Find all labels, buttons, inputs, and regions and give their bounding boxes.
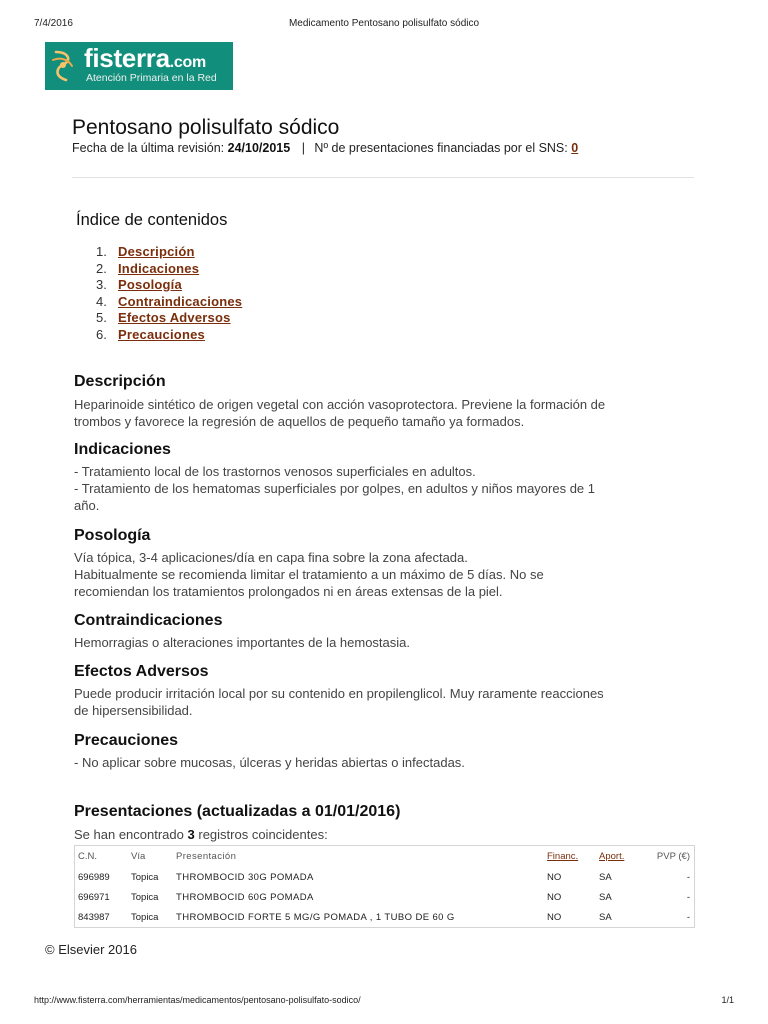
sns-label: Nº de presentaciones financiadas por el SNS: (314, 141, 568, 155)
cell-aport: SA (599, 892, 612, 903)
toc-link-contraindicaciones[interactable]: Contraindicaciones (118, 293, 243, 309)
cell-cn: 696989 (78, 872, 110, 883)
section-text-precauciones (74, 754, 694, 771)
text-line: Vía tópica, 3-4 aplicaciones/día en capa fina sobre la zona afectada. (74, 550, 468, 565)
text-line: Hemorragias o alteraciones importantes de la hemostasia. (74, 635, 411, 650)
cell-pvp: - (686, 912, 690, 923)
column-header-via: Vía (131, 851, 146, 862)
meta-separator: | (301, 141, 305, 155)
toc-link-precauciones[interactable]: Precauciones (118, 326, 205, 342)
print-date: 7/4/2016 (34, 18, 73, 29)
divider (72, 177, 694, 178)
print-page-number: 1/1 (721, 995, 734, 1005)
table-row (75, 869, 694, 889)
section-heading-posologia: Posología (74, 527, 151, 544)
text-line: recomiendan los tratamientos prolongados ni en áreas extensas de la piel. (74, 584, 503, 599)
column-header-aport-link[interactable]: Aport. (599, 851, 625, 862)
cell-financ: NO (547, 872, 562, 883)
column-header-financ-link[interactable]: Financ. (547, 851, 579, 862)
print-page-title: Medicamento Pentosano polisulfato sódico (288, 18, 480, 29)
toc-link-efectos-adversos[interactable]: Efectos Adversos (118, 310, 231, 326)
text-line: - No aplicar sobre mucosas, úlceras y heridas abiertas o infectadas. (74, 755, 465, 770)
section-text-contraindicaciones (74, 634, 694, 651)
presentaciones-table (74, 845, 695, 928)
cell-cn: 843987 (78, 912, 110, 923)
toc-number: 6. (96, 326, 107, 342)
text-line: Habitualmente se recomienda limitar el tratamiento a un máximo de 5 días. No se (74, 567, 544, 582)
fisterra-logo-icon (50, 48, 76, 84)
toc-number: 4. (96, 293, 107, 309)
cell-financ: NO (547, 912, 562, 923)
text-line: trombos y favorece la regresión de aquellos de pequeño tamaño ya formados. (74, 414, 525, 429)
page-title: Pentosano polisulfato sódico (72, 116, 340, 139)
count-value: 3 (187, 827, 195, 842)
text-line: Puede producir irritación local por su contenido en propilenglicol. Muy raramente reacciones (74, 686, 604, 701)
toc-link-indicaciones[interactable]: Indicaciones (118, 260, 200, 276)
logo-name: fisterra (84, 43, 170, 73)
copyright: © Elsevier 2016 (45, 942, 137, 957)
toc-title: Índice de contenidos (76, 211, 228, 229)
section-text-descripcion (74, 396, 694, 430)
cell-cn: 696971 (78, 892, 110, 903)
toc-number: 2. (96, 260, 107, 276)
revision-meta (72, 141, 578, 155)
logo-tagline: Atención Primaria en la Red (86, 72, 217, 84)
cell-aport: SA (599, 872, 612, 883)
column-header-presentacion: Presentación (176, 851, 237, 862)
count-prefix: Se han encontrado (74, 827, 184, 842)
section-text-efectos-adversos (74, 685, 694, 719)
count-suffix: registros coincidentes: (198, 827, 328, 842)
print-url: http://www.fisterra.com/herramientas/medicamentos/pentosano-polisulfato-sodico/ (34, 995, 361, 1005)
cell-via: Topica (131, 912, 159, 923)
toc-number: 5. (96, 310, 107, 326)
section-heading-indicaciones: Indicaciones (74, 441, 171, 458)
logo-wordmark (84, 43, 206, 74)
section-heading-contraindicaciones: Contraindicaciones (74, 612, 223, 629)
toc-number: 1. (96, 244, 107, 259)
column-header-pvp: PVP (€) (656, 851, 690, 862)
toc-item (96, 327, 242, 344)
cell-via: Topica (131, 872, 159, 883)
fisterra-logo[interactable] (45, 42, 233, 90)
toc-item (96, 244, 242, 261)
cell-presentacion: THROMBOCID 60G POMADA (176, 892, 314, 903)
text-line: Heparinoide sintético de origen vegetal con acción vasoprotectora. Previene la formación de (74, 397, 606, 412)
section-text-posologia (74, 549, 694, 600)
toc-list (96, 244, 242, 344)
section-heading-precauciones: Precauciones (74, 732, 179, 749)
toc-link-posologia[interactable]: Posología (118, 277, 182, 293)
cell-pvp: - (686, 892, 690, 903)
toc-item (96, 294, 242, 311)
toc-number: 3. (96, 277, 107, 293)
toc-item (96, 277, 242, 294)
table-row (75, 889, 694, 909)
revision-label: Fecha de la última revisión: (72, 141, 225, 155)
toc-item (96, 261, 242, 278)
cell-via: Topica (131, 892, 159, 903)
section-heading-descripcion: Descripción (74, 373, 166, 390)
section-heading-efectos-adversos: Efectos Adversos (74, 663, 209, 680)
text-line: año. (74, 498, 100, 513)
text-line: de hipersensibilidad. (74, 703, 193, 718)
toc-item (96, 310, 242, 327)
table-row (75, 909, 694, 929)
text-line: - Tratamiento local de los trastornos venosos superficiales en adultos. (74, 464, 476, 479)
cell-financ: NO (547, 892, 562, 903)
column-header-cn: C.N. (78, 851, 97, 862)
cell-presentacion: THROMBOCID FORTE 5 MG/G POMADA , 1 TUBO DE 60 G (176, 912, 455, 923)
presentaciones-count (74, 827, 328, 842)
table-header-row (75, 848, 694, 868)
logo-suffix: .com (169, 54, 206, 71)
text-line: - Tratamiento de los hematomas superficiales por golpes, en adultos y niños mayores de 1 (74, 481, 595, 496)
sns-count-link[interactable]: 0 (571, 141, 579, 155)
presentaciones-heading: Presentaciones (actualizadas a 01/01/2016) (74, 803, 401, 820)
revision-date: 24/10/2015 (227, 141, 291, 155)
cell-pvp: - (686, 872, 690, 883)
cell-aport: SA (599, 912, 612, 923)
cell-presentacion: THROMBOCID 30G POMADA (176, 872, 314, 883)
toc-link-descripcion[interactable]: Descripción (118, 244, 195, 259)
section-text-indicaciones (74, 463, 694, 514)
